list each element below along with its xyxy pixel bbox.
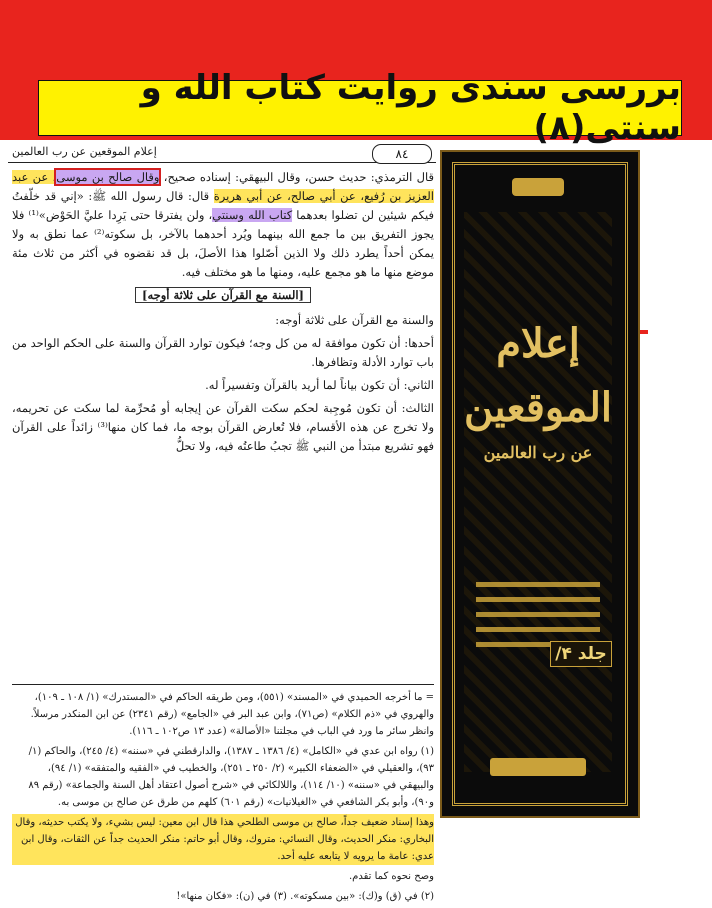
- text-segment: قال: قال رسول الله ﷺ: «إني قد خلّفتُ فيكم شيئين لن تضلوا بعدهما: [12, 189, 434, 222]
- volume-label: جلد ۴/: [550, 641, 612, 667]
- footnote-highlight: وهذا إسناد ضعيف جداً، صالح بن موسى الطلحي هذا قال ابن معين: ليس بشيء، ولا يكتب حديثه، وقال البخاري: منكر الحديث، وقال النسائي: متروك، وقال أبو حاتم: منكر الحديث جداً عن الثقات، وقال ابن عدي: عامة ما يرويه لا يتابعه عليه أحد.: [12, 814, 434, 865]
- footnote: وصح نحوه كما تقدم.: [348, 871, 434, 882]
- footnote: = ما أخرجه الحميدي في «المسند» (٥٥١)، ومن طريقه الحاكم في «المستدرك» (١/ ١٠٨ ـ ١٠٩)، والهروي في «ذم الكلام» (ص٧١)، وابن عبد البر في «الجامع» (رقم ٢٣٤١) عن ابن المنكدر مرسلاً. وانظر سائر ما ورد في الباب في مجلتنا «الأصالة» (عدد ١٣ ص١٠٢ ـ ١١٦).: [30, 692, 434, 737]
- paragraph: الثالث: أن تكون مُوجِبة لحكم سكت القرآن عن إيجابه أو مُحرِّمة لما سكت عن تحريمه، ولا تخرج عن هذه الأقسام، فلا تُعارض القرآن بوجه ما، فما كان منها⁽³⁾ زائداً على القرآن فهو تشريع مبتدأ من النبي ﷺ تجبُ طاعتُه فيه، ولا تحلُّ: [12, 401, 434, 453]
- paragraph: والسنة مع القرآن على ثلاثة أوجه:: [275, 313, 434, 327]
- running-header: [8, 142, 436, 163]
- quote-highlight: كتاب الله وسنتي: [212, 208, 293, 222]
- hadith-paragraph: [12, 168, 434, 282]
- paragraph: الثاني: أن تكون بياناً لما أريد بالقرآن وتفسيراً له.: [205, 378, 434, 392]
- text-segment: قال الترمذي: حديث حسن، وقال البيهقي: إسناده صحيح،: [159, 170, 434, 184]
- narrator-highlight: وقال صالح بن موسى: [56, 170, 160, 184]
- book-page-scan: [8, 140, 436, 902]
- text-segment: ، ولن يفترقا حتى يَرِدا عليَّ الحَوْض»⁽¹⁾ فلا يجوز التفريق بين ما جمع الله بينهما ويُرد أحدهما بالآخر، بل سكوته⁽²⁾ عما نطق به ولا يمكن أحداً يطرد ذلك ولا الذين أصّلوا هذا الأصلَ، بل قد نقضوه في أكثر من ثلاث مئة موضع منها ما هو مجمع عليه، ومنها ما هو مختلف فيه.: [12, 208, 434, 279]
- book-cover-image: [440, 150, 640, 818]
- footnote: (٢) في (ق) و(ك): «بين مسكوته». (٣) في (ن): «فكان منها»!: [176, 891, 434, 902]
- chain-highlight: ، عن عبد العزيز بن رُفيع، عن أبي صالح، عن أبي هريرة: [12, 170, 434, 203]
- footnotes: [12, 684, 434, 908]
- running-title: إعلام الموقعين عن رب العالمين: [12, 145, 157, 158]
- section-heading: [السنة مع القرآن على ثلاثة أوجه]: [12, 286, 434, 305]
- footnote: (١) رواه ابن عدي في «الكامل» (٤/ ١٣٨٦ ـ ١٣٨٧)، والدارقطني في «سننه» (٤/ ٢٤٥)، والحاكم (١/ ٩٣)، والعقيلي في «الضعفاء الكبير» (٢/ ٢٥٠ ـ ٢٥١)، والخطيب في «الفقيه والمتفقه» (١/ ٩٤)، والبيهقي في «سننه» (١٠/ ١١٤)، واللالكائي في «شرح أصول اعتقاد أهل السنة والجماعة» (رقم ٨٩ و٩٠)، وأبو بكر الشافعي في «الغيلانيات» (رقم ٦٠١) كلهم من طرق عن صالح بن موسى به.: [28, 746, 434, 808]
- publisher-logo: [490, 758, 586, 776]
- page-number: ٨٤: [372, 144, 432, 164]
- paragraph: أحدها: أن تكون موافقة له من كل وجه؛ فيكون توارد القرآن والسنة على الحكم الواحد من باب توارد الأدلة وتظافرها.: [12, 336, 434, 369]
- cover-emblem: [512, 178, 564, 196]
- main-text: [12, 168, 434, 460]
- cover-title: إعلام الموقعين عن رب العالمين: [463, 320, 613, 462]
- post-title: بررسی سندی روایت کتاب الله و سنتی(۸): [38, 80, 682, 136]
- cover-ornament: [464, 212, 612, 772]
